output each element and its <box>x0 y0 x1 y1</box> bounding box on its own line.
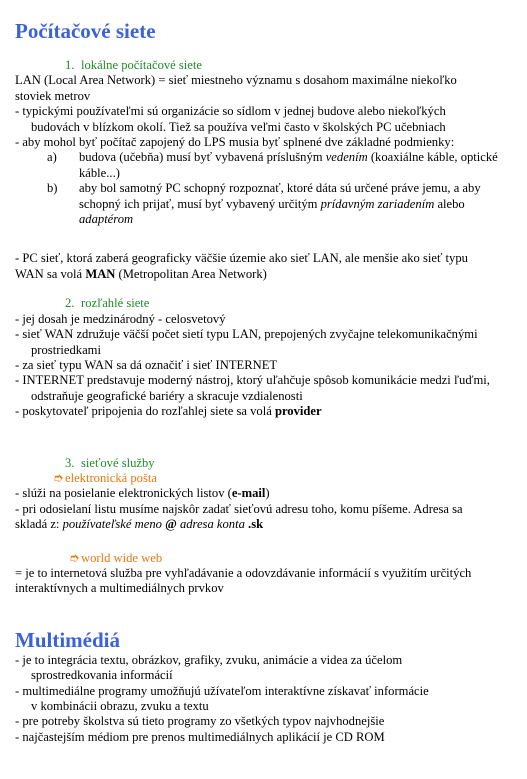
paragraph-line: LAN (Local Area Network) = sieť miestneho významu s dosahom maximálne niekoľko <box>15 73 457 88</box>
list-item-b <box>15 181 527 227</box>
paragraph-line: budovách v blízkom okolí. Tiež sa používa veľmi často v školských PC učebniach <box>31 119 446 134</box>
paragraph-line: sprostredkovania informácií <box>31 668 173 683</box>
paragraph-line: - INTERNET predstavuje moderný nástroj, ktorý uľahčuje spôsob komunikácie medzi ľuďmi, <box>15 373 490 388</box>
paragraph-line: - sieť WAN združuje väčší počet sietí typu LAN, prepojených zvyčajne telekomunikačnými <box>15 327 478 342</box>
paragraph-line: - pre potreby školstva sú tieto programy zo všetkých typov najvhodnejšie <box>15 714 385 729</box>
bold-term: MAN <box>85 266 116 281</box>
paragraph-line: = je to internetová služba pre vyhľadávanie a odovzdávanie informácií s využitím určitých <box>15 565 472 580</box>
emphasis: adresa konta <box>179 517 245 532</box>
section-title: rozľahlé siete <box>81 296 150 311</box>
paragraph-line: - za sieť typu WAN sa dá označiť i sieť INTERNET <box>15 357 278 372</box>
bold-term: e-mail <box>231 486 266 501</box>
subheading-email <box>15 471 527 486</box>
text-run: (koaxiálne káble, optické <box>367 150 498 165</box>
text-run: budova (učebňa) musí byť vybavená príslušným <box>79 150 326 165</box>
paragraph-line: - najčastejším médiom pre prenos multimediálnych aplikácií je CD ROM <box>15 729 385 744</box>
list-text <box>79 212 481 227</box>
text-run: schopný ich prijať, musí byť vybavený určitým <box>79 196 321 211</box>
subheading-www <box>15 551 527 566</box>
paragraph-line: stoviek metrov <box>15 88 91 103</box>
section-heading-lan <box>15 58 527 73</box>
section-number: 2. <box>65 296 75 311</box>
text-run: WAN sa volá <box>15 266 86 281</box>
paragraph-line: - je to integrácia textu, obrázkov, grafiky, zvuku, animácie a videa za účelom <box>15 652 403 667</box>
section-title: lokálne počítačové siete <box>81 58 202 72</box>
list-text: káble...) <box>79 165 120 180</box>
emphasis: adaptérom <box>79 212 134 227</box>
paragraph-line <box>15 267 527 282</box>
emphasis: vedením <box>325 150 368 165</box>
paragraph-line: - PC sieť, ktorá zaberá geograficky väčšie územie ako sieť LAN, ale menšie ako sieť typu <box>15 251 468 266</box>
text-run: - slúži na posielanie elektronických listov ( <box>15 486 232 501</box>
bold-term: @ <box>161 517 180 532</box>
paragraph-line: v kombinácii obrazu, zvuku a textu <box>31 699 209 713</box>
section-heading-wan <box>15 296 527 311</box>
section-title: sieťové služby <box>81 455 155 470</box>
list-text: aby bol samotný PC schopný rozpoznať, ktoré dáta sú určené práve jemu, a aby <box>79 181 481 196</box>
text-run: - poskytovateľ pripojenia do rozľahlej siete sa volá <box>15 404 275 419</box>
emphasis: prídavným zariadením <box>320 196 435 211</box>
paragraph-line: - pri odosielaní listu musíme najskôr zadať sieťovú adresu toho, komu píšeme. Adresa sa <box>15 501 463 516</box>
text-run: skladá z: <box>15 517 63 532</box>
paragraph-line: - aby mohol byť počítač zapojený do LPS musia byť splnené dve základné podmienky: <box>15 135 455 150</box>
paragraph-line <box>15 517 527 532</box>
paragraph-line <box>15 486 527 501</box>
section-title-multimedia: Multimédiá <box>15 627 120 652</box>
emphasis: používateľské meno <box>62 517 162 532</box>
text-run: (Metropolitan Area Network) <box>115 266 267 281</box>
page-title: Počítačové siete <box>15 19 156 43</box>
arrow-bullet-icon: ➮ <box>69 550 80 565</box>
list-label: b) <box>47 181 58 196</box>
bold-term: .sk <box>244 517 264 532</box>
document-page <box>15 18 527 745</box>
paragraph-line: - typickými používateľmi sú organizácie so sídlom v jednej budove alebo niekoľkých <box>15 104 446 119</box>
arrow-bullet-icon: ➮ <box>53 470 64 485</box>
subheading-text: elektronická pošta <box>65 470 157 485</box>
text-run: alebo <box>434 196 465 211</box>
section-heading-services <box>15 456 527 471</box>
subheading-text: world wide web <box>81 550 163 565</box>
paragraph-line: prostriedkami <box>31 342 101 357</box>
section-number: 3. <box>65 455 75 470</box>
paragraph-line: - jej dosah je medzinárodný - celosvetový <box>15 311 226 326</box>
paragraph-line: odstraňuje geografické bariéry a skracuje vzdialenosti <box>31 388 303 403</box>
list-text <box>79 197 481 212</box>
list-text <box>79 150 498 165</box>
text-run: ) <box>265 486 270 501</box>
paragraph-line: - multimediálne programy umožňujú užívateľom interaktívne získavať informácie <box>15 683 429 698</box>
section-number: 1. <box>65 58 75 72</box>
paragraph-line <box>15 404 527 419</box>
list-item-a <box>15 150 527 181</box>
paragraph-line: interaktívnych a multimediálnych prvkov <box>15 581 224 596</box>
list-label: a) <box>47 150 57 165</box>
bold-term: provider <box>274 404 322 419</box>
